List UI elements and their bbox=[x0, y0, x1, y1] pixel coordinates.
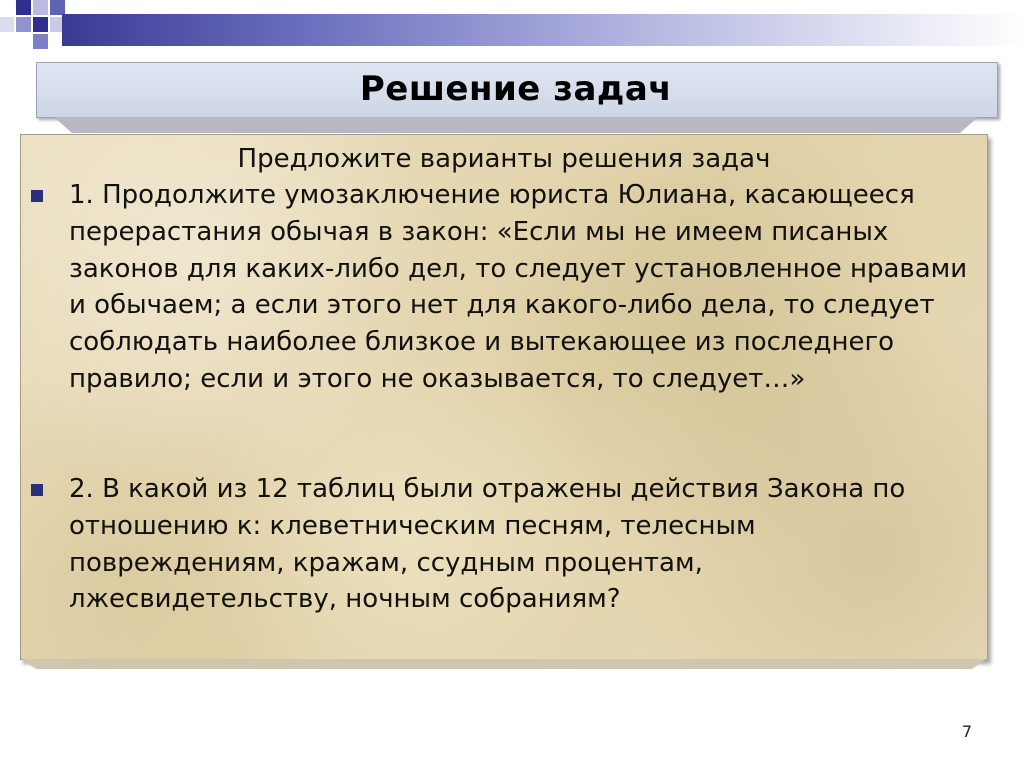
page-number: 7 bbox=[961, 722, 972, 741]
decorative-square bbox=[16, 17, 31, 32]
content-panel-fold bbox=[22, 659, 986, 669]
decorative-square bbox=[50, 0, 65, 15]
decorative-square bbox=[0, 17, 14, 32]
title-ribbon-fold bbox=[54, 117, 978, 133]
task-item-2: 2. В какой из 12 таблиц были отражены действия Закона по отношению к: клеветническим песням, телесным повреждениям, кражам, ссудным процентам, лжесвидетельству, ночным собраниям? bbox=[69, 474, 906, 615]
top-gradient-bar bbox=[62, 14, 1024, 46]
slide-title: Решение задач bbox=[359, 69, 673, 109]
square-bullet-icon bbox=[31, 484, 43, 496]
decorative-square bbox=[33, 34, 48, 49]
decorative-square bbox=[33, 17, 48, 32]
task-item-1: 1. Продолжите умозаключение юриста Юлиана, касающееся перерастания обычая в закон: «Если мы не имеем писаных законов для каких-либо дел, то следует установленное нравами и обычаем; а если этого нет для какого-либо дела, то следует соблюдать наиболее близкое и вытекающее из последнего правило; если и этого не оказывается, то следует…» bbox=[69, 180, 968, 394]
decorative-square bbox=[16, 0, 31, 15]
decorative-square bbox=[33, 0, 48, 15]
panel-heading: Предложите варианты решения задач bbox=[237, 144, 771, 174]
title-ribbon bbox=[36, 62, 998, 134]
square-bullet-icon bbox=[31, 190, 43, 202]
content-panel bbox=[20, 134, 988, 660]
